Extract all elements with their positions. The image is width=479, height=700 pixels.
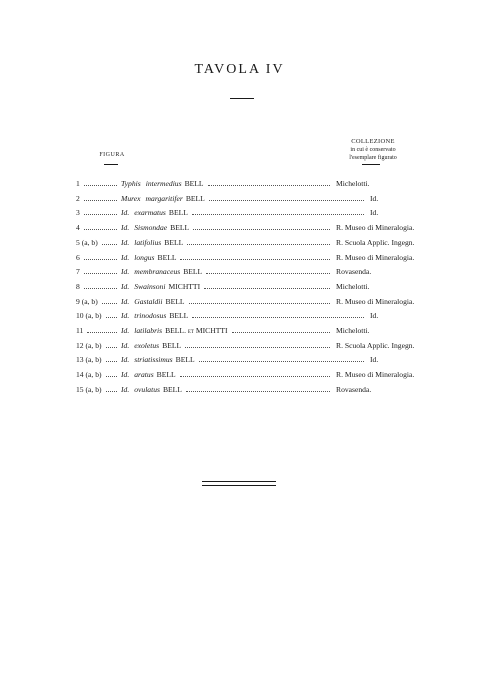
list-item — [0, 281, 479, 293]
collection-name: R. Scuola Applic. Ingegn. — [336, 237, 415, 247]
dot-leader — [84, 214, 117, 215]
dot-leader — [106, 347, 117, 348]
dot-leader — [186, 391, 330, 392]
dot-leader — [84, 259, 117, 260]
collection-name: Michelotti. — [336, 326, 370, 335]
collection-name: Id. — [370, 355, 379, 365]
genus: Id. — [121, 223, 130, 233]
author: BELL — [185, 193, 205, 203]
dot-leader — [106, 391, 117, 392]
dot-leader — [180, 259, 330, 260]
dot-leader — [209, 200, 364, 201]
species-epithet: ovulatus — [134, 384, 160, 394]
dot-leader — [106, 361, 117, 362]
figure-number: 12 (a, b) — [76, 340, 102, 350]
species-epithet: exarmatus — [134, 208, 166, 218]
author: BELL — [157, 252, 177, 262]
list-item — [0, 354, 479, 366]
dot-leader — [84, 288, 117, 289]
species-name — [121, 310, 188, 322]
collection-name: R. Museo di Mineralogia. — [336, 370, 415, 380]
species-epithet: membranaceus — [134, 267, 181, 277]
dot-leader — [193, 229, 330, 230]
author: BELL — [184, 179, 204, 188]
figure-number: 7 — [76, 267, 80, 277]
species-name — [121, 325, 228, 337]
collection-name: Id. — [370, 193, 379, 203]
dot-leader — [192, 317, 364, 318]
species-epithet: Swainsoni — [134, 281, 166, 291]
figure-number: 3 — [76, 208, 80, 218]
genus: Typhis — [121, 179, 141, 188]
collezione-header-rule — [362, 164, 380, 165]
dot-leader — [106, 376, 117, 377]
species-epithet: Sismondae — [134, 223, 168, 233]
list-item — [0, 369, 479, 381]
species-epithet: exoletus — [134, 340, 160, 350]
figure-number: 15 (a, b) — [76, 384, 102, 394]
list-item — [0, 193, 479, 205]
species-name — [121, 193, 205, 205]
species-epithet: latilabris — [134, 326, 163, 335]
list-item — [0, 310, 479, 322]
figure-number: 8 — [76, 281, 80, 291]
author: BELL — [156, 370, 176, 380]
author: MICHTTI — [168, 281, 201, 291]
list-item — [0, 237, 479, 249]
species-epithet: striatissimus — [134, 355, 173, 365]
dot-leader — [199, 361, 364, 362]
collezione-subtitle-1: in cui è conservato — [350, 147, 396, 153]
figure-number: 14 (a, b) — [76, 370, 102, 380]
species-name — [121, 252, 176, 264]
dot-leader — [189, 303, 330, 304]
figure-number: 6 — [76, 252, 80, 262]
species-epithet: Gastaldii — [134, 296, 163, 306]
figure-number: 2 — [76, 193, 80, 203]
figure-number: 4 — [76, 223, 80, 233]
figura-header: FIGURA — [99, 152, 125, 158]
genus: Id. — [121, 267, 130, 277]
collection-name: R. Museo di Mineralogia. — [336, 296, 415, 306]
list-item — [0, 340, 479, 352]
dot-leader — [204, 288, 330, 289]
species-epithet: longus — [134, 252, 155, 262]
collection-name: Id. — [370, 208, 379, 218]
collezione-subtitle-2: l'esemplare figurato — [349, 155, 397, 161]
title-rule — [230, 98, 254, 99]
species-name — [121, 340, 181, 352]
list-item — [0, 325, 479, 337]
genus: Id. — [121, 326, 130, 335]
author: BELL — [164, 237, 184, 247]
collection-name: Rovasenda. — [336, 384, 372, 394]
dot-leader — [102, 303, 117, 304]
list-item — [0, 222, 479, 234]
dot-leader — [84, 229, 117, 230]
list-item — [0, 252, 479, 264]
genus: Id. — [121, 237, 130, 247]
species-name — [121, 178, 204, 190]
species-name — [121, 384, 182, 396]
page-title: TAVOLA IV — [194, 62, 285, 77]
species-name — [121, 207, 188, 219]
dot-leader — [87, 332, 117, 333]
species-epithet: margaritifer — [145, 193, 183, 203]
collection-name: R. Scuola Applic. Ingegn. — [336, 340, 415, 350]
genus: Id. — [121, 340, 130, 350]
author: BELL. et MICHTTI — [165, 326, 228, 335]
author: BELL — [168, 208, 188, 218]
genus: Id. — [121, 311, 130, 321]
genus: Murex — [121, 193, 141, 203]
list-item — [0, 296, 479, 308]
species-name — [121, 281, 200, 293]
species-epithet: latifolius — [134, 237, 162, 247]
author: BELL — [165, 296, 185, 306]
list-item — [0, 266, 479, 278]
dot-leader — [84, 273, 117, 274]
genus: Id. — [121, 384, 130, 394]
species-name — [121, 237, 183, 249]
genus: Id. — [121, 370, 130, 380]
author: BELL — [170, 223, 190, 233]
species-epithet: aratus — [134, 370, 154, 380]
collection-name: R. Museo di Mineralogia. — [336, 223, 415, 233]
closing-rule-bottom — [202, 485, 276, 486]
dot-leader — [102, 244, 117, 245]
figure-number: 11 — [76, 326, 84, 335]
species-epithet: intermedius — [145, 179, 182, 188]
species-name — [121, 354, 195, 366]
dot-leader — [192, 214, 364, 215]
closing-rule-top — [202, 481, 276, 482]
dot-leader — [180, 376, 330, 377]
dot-leader — [232, 332, 330, 333]
list-item — [0, 384, 479, 396]
dot-leader — [208, 185, 330, 186]
collection-name: Michelotti. — [336, 179, 370, 188]
list-item — [0, 178, 479, 190]
collezione-title: COLLEZIONE — [351, 138, 395, 145]
figura-header-rule — [104, 164, 118, 165]
species-name — [121, 296, 185, 308]
dot-leader — [106, 317, 117, 318]
figure-number: 10 (a, b) — [76, 311, 102, 321]
genus: Id. — [121, 355, 130, 365]
figure-number: 1 — [76, 179, 80, 188]
species-name — [121, 369, 176, 381]
dot-leader — [206, 273, 330, 274]
figure-number: 5 (a, b) — [76, 237, 98, 247]
collection-name: R. Museo di Mineralogia. — [336, 252, 415, 262]
figure-number: 9 (a, b) — [76, 296, 98, 306]
author: BELL — [175, 355, 195, 365]
dot-leader — [84, 185, 117, 186]
collection-name: Rovasenda. — [336, 267, 372, 277]
list-item — [0, 207, 479, 219]
genus: Id. — [121, 296, 130, 306]
genus: Id. — [121, 208, 130, 218]
species-name — [121, 222, 189, 234]
collezione-header — [333, 138, 413, 162]
dot-leader — [185, 347, 330, 348]
author: BELL — [169, 311, 189, 321]
collection-name: Michelotti. — [336, 281, 370, 291]
genus: Id. — [121, 281, 130, 291]
author: BELL — [162, 340, 182, 350]
figure-number: 13 (a, b) — [76, 355, 102, 365]
genus: Id. — [121, 252, 130, 262]
author: BELL — [183, 267, 203, 277]
collection-name: Id. — [370, 311, 379, 321]
species-name — [121, 266, 202, 278]
species-epithet: trinodosus — [134, 311, 167, 321]
dot-leader — [187, 244, 330, 245]
dot-leader — [84, 200, 117, 201]
author: BELL — [162, 384, 182, 394]
